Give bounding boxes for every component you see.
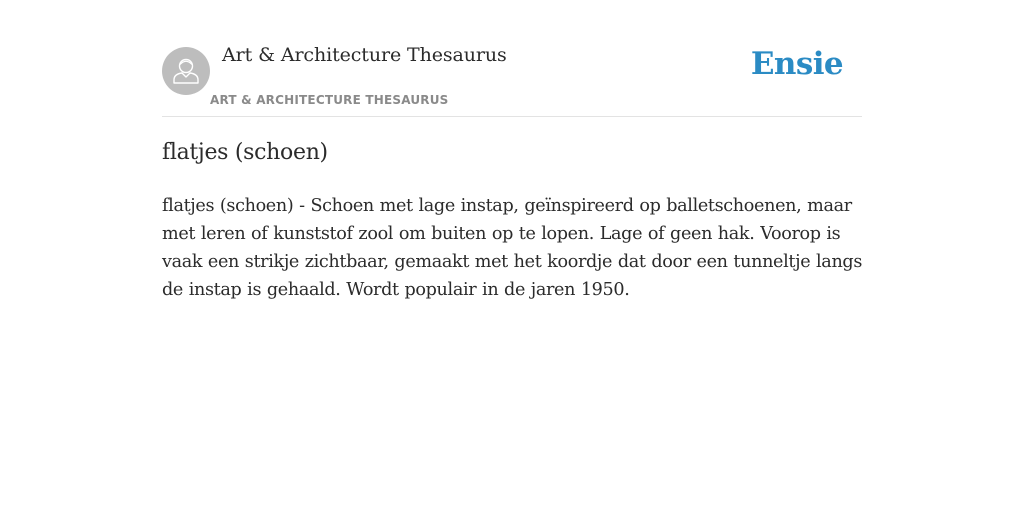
entry-definition: flatjes (schoen) - Schoen met lage instap, geïnspireerd op balletschoenen, maar met leren of kunststof zool om buiten op te lopen. Lage of geen hak. Voorop is vaak een strikje zichtbaar, gemaakt met het koordje dat door een tunneltje langs de instap is gehaald. Wordt populair in de jaren 1950. [162, 196, 863, 300]
avatar[interactable] [162, 47, 210, 95]
page-title: flatjes (schoen) [162, 140, 328, 165]
author-name[interactable]: Art & Architecture Thesaurus [222, 44, 507, 66]
entry-card [162, 0, 863, 300]
brand-logo[interactable]: Ensie [750, 46, 843, 82]
entry-header [162, 0, 862, 117]
user-icon [162, 47, 210, 95]
source-label: ART & ARCHITECTURE THESAURUS [210, 93, 449, 107]
